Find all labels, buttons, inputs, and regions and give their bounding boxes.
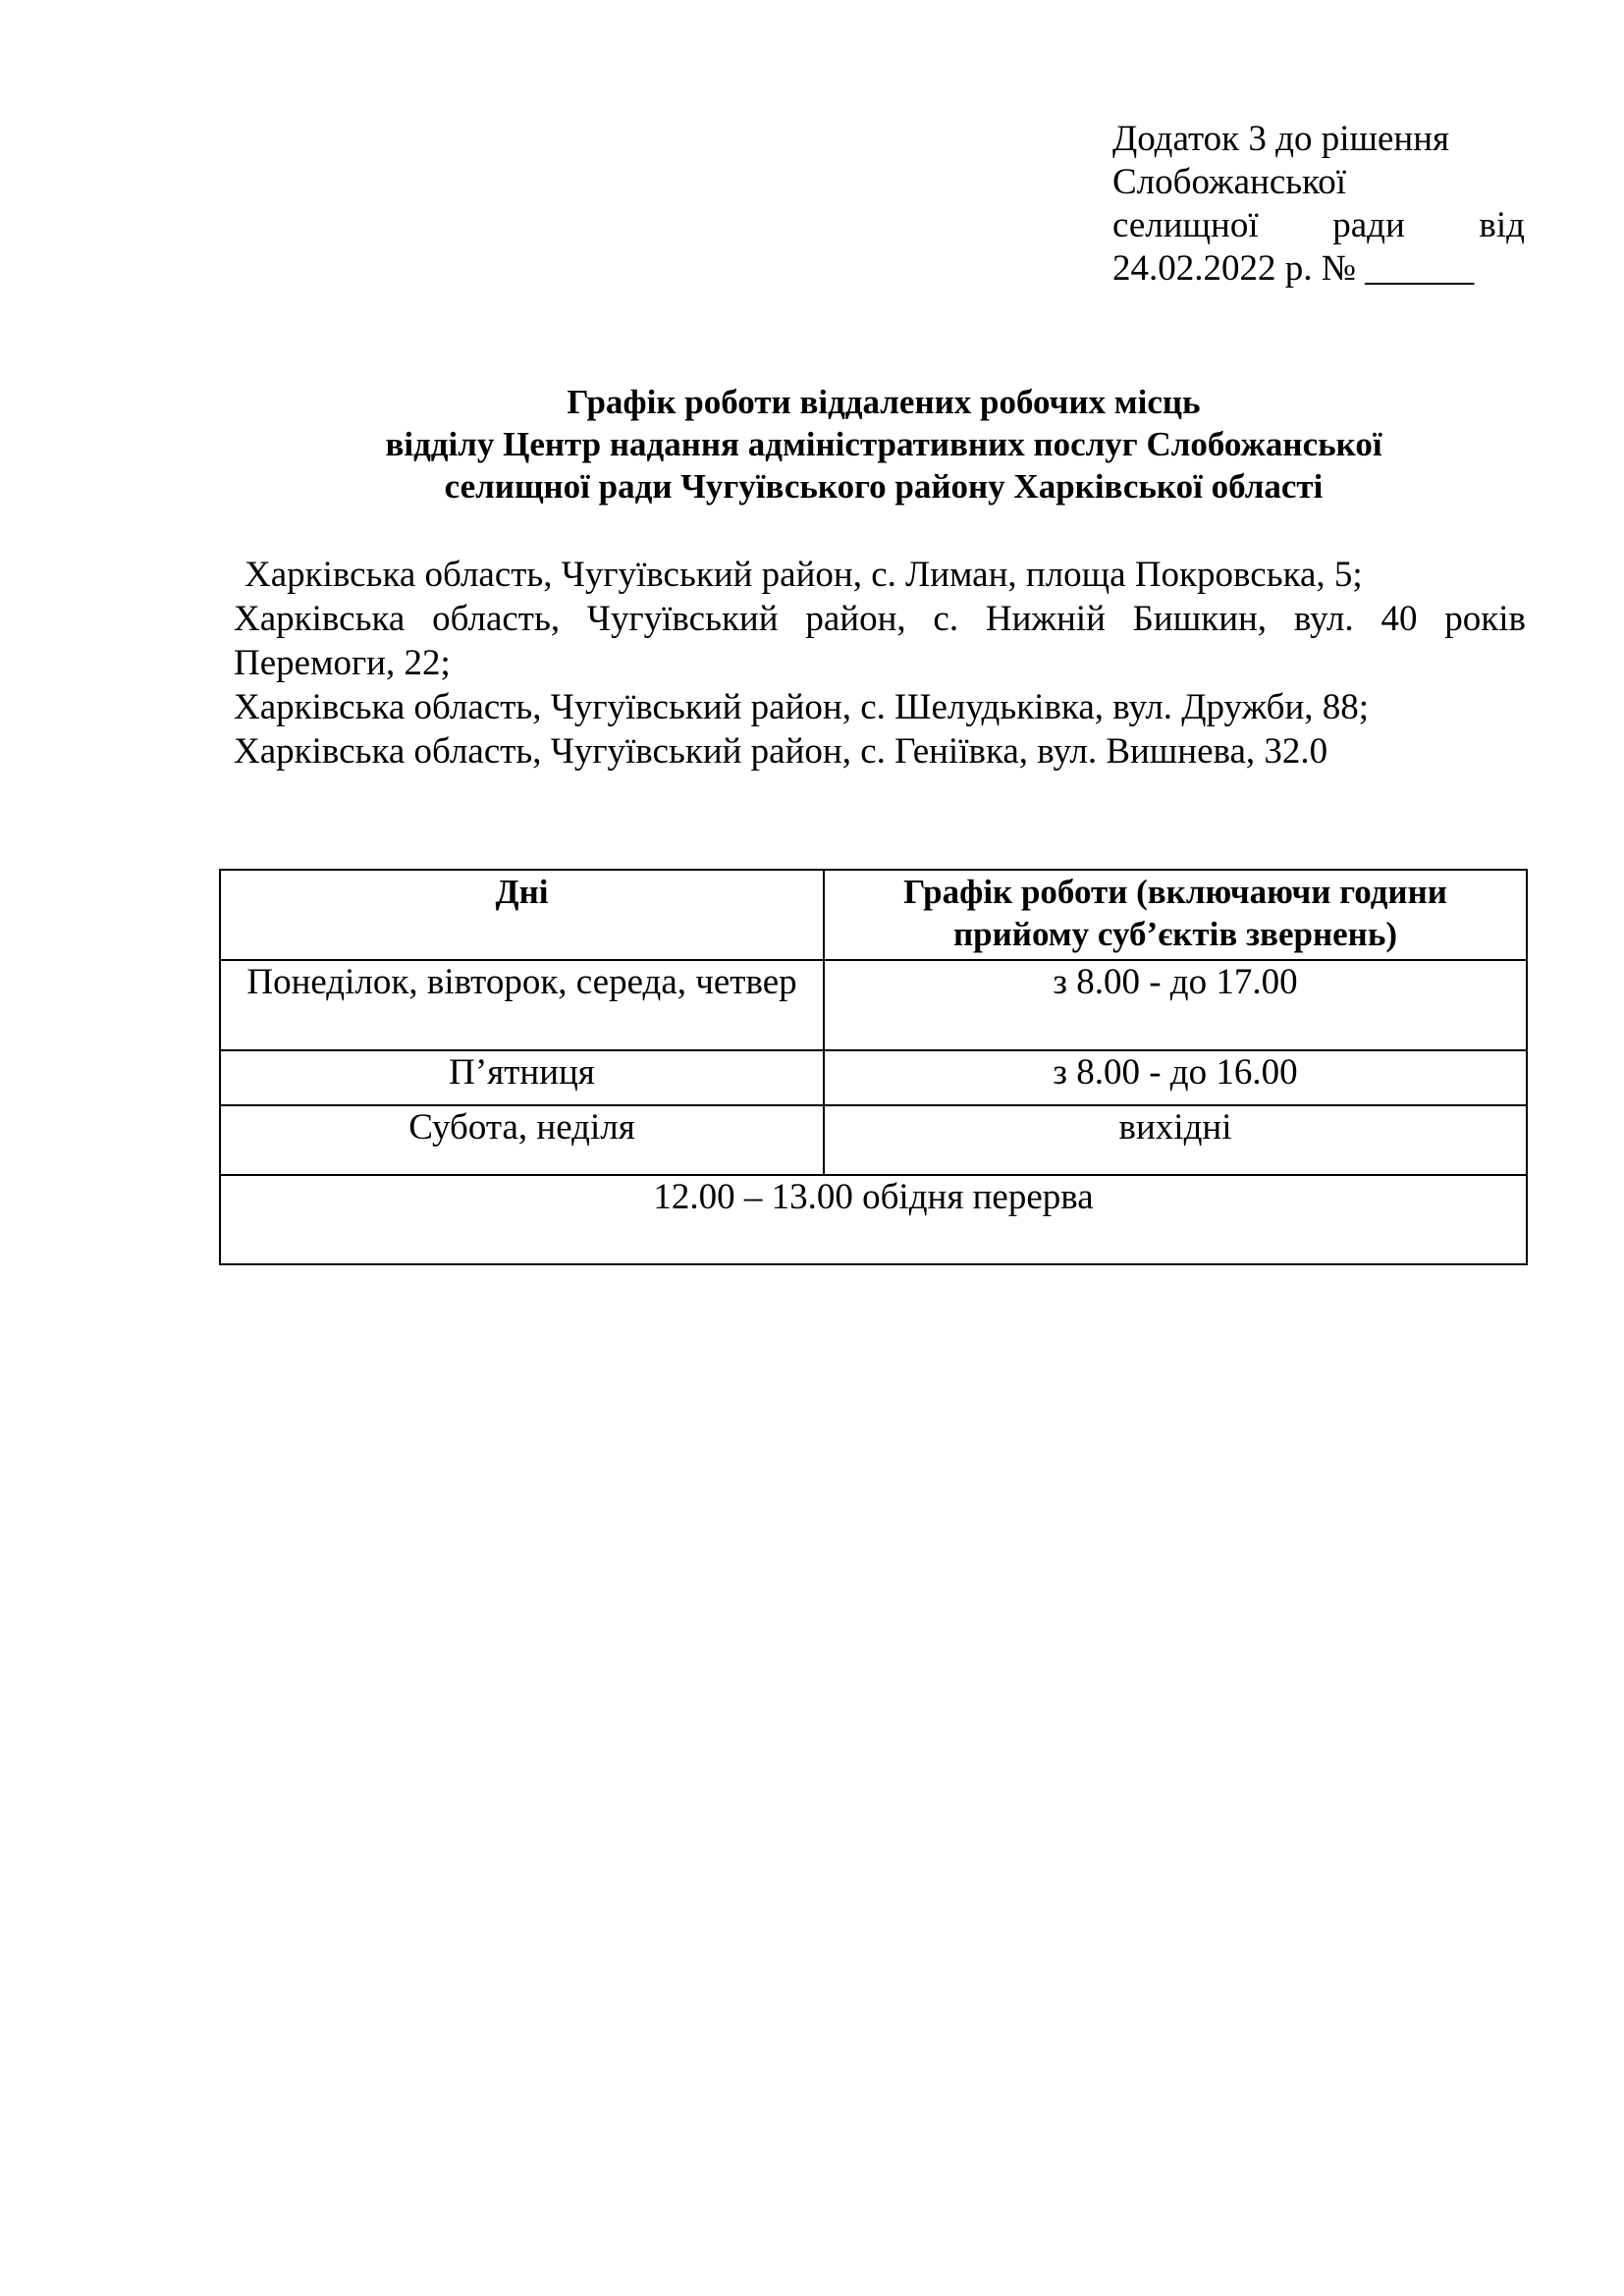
row-hours: вихідні (824, 1105, 1527, 1175)
row-days: П’ятниця (220, 1050, 824, 1105)
appendix-line-1: Додаток 3 до рішення (1112, 119, 1450, 159)
row-days: Понеділок, вівторок, середа, четвер (220, 960, 824, 1050)
row-days: Субота, неділя (220, 1105, 824, 1175)
address-list (234, 553, 1526, 774)
table-row (220, 1050, 1527, 1105)
title-line-3: селищної ради Чугуївського району Харківської області (444, 467, 1324, 506)
row-hours: з 8.00 - до 16.00 (824, 1050, 1527, 1105)
lunch-break-cell: 12.00 – 13.00 обідня перерва (220, 1175, 1527, 1264)
table-row (220, 960, 1527, 1050)
address-heniivka: Харківська область, Чугуївський район, с. Геніївка, вул. Вишнева, 32.0 (234, 731, 1328, 772)
table-row (220, 1105, 1527, 1175)
header-days: Дні (220, 870, 824, 960)
appendix-note (1112, 118, 1525, 291)
lunch-break-row (220, 1175, 1527, 1264)
header-schedule: Графік роботи (включаючи години прийому суб’єктів звернень) (824, 870, 1527, 960)
title-line-1: Графік роботи віддалених робочих місць (567, 383, 1201, 421)
appendix-date-number: 24.02.2022 р. № ______ (1112, 248, 1475, 289)
address-lyman: Харківська область, Чугуївський район, с. Лиман, площа Покровська, 5; (244, 555, 1363, 595)
table-header-row (220, 870, 1527, 960)
row-hours: з 8.00 - до 17.00 (824, 960, 1527, 1050)
appendix-line-2: Слобожанської (1112, 162, 1347, 202)
address-sheludkivka: Харківська область, Чугуївський район, с. Шелудьківка, вул. Дружби, 88; (234, 687, 1370, 727)
appendix-word-rady: ради (1332, 205, 1405, 245)
appendix-line-3 (1112, 204, 1525, 247)
appendix-word-selyshchnoi: селищної (1112, 205, 1259, 245)
document-title (177, 381, 1591, 507)
address-nyzhnii-byshkyn: Харківська область, Чугуївський район, с. Нижній Бишкин, вул. 40 років Перемоги, 22; (234, 599, 1526, 683)
schedule-table (219, 869, 1528, 1265)
title-line-2: відділу Центр надання адміністративних послуг Слобожанської (385, 425, 1382, 463)
appendix-word-vid: від (1479, 205, 1525, 245)
